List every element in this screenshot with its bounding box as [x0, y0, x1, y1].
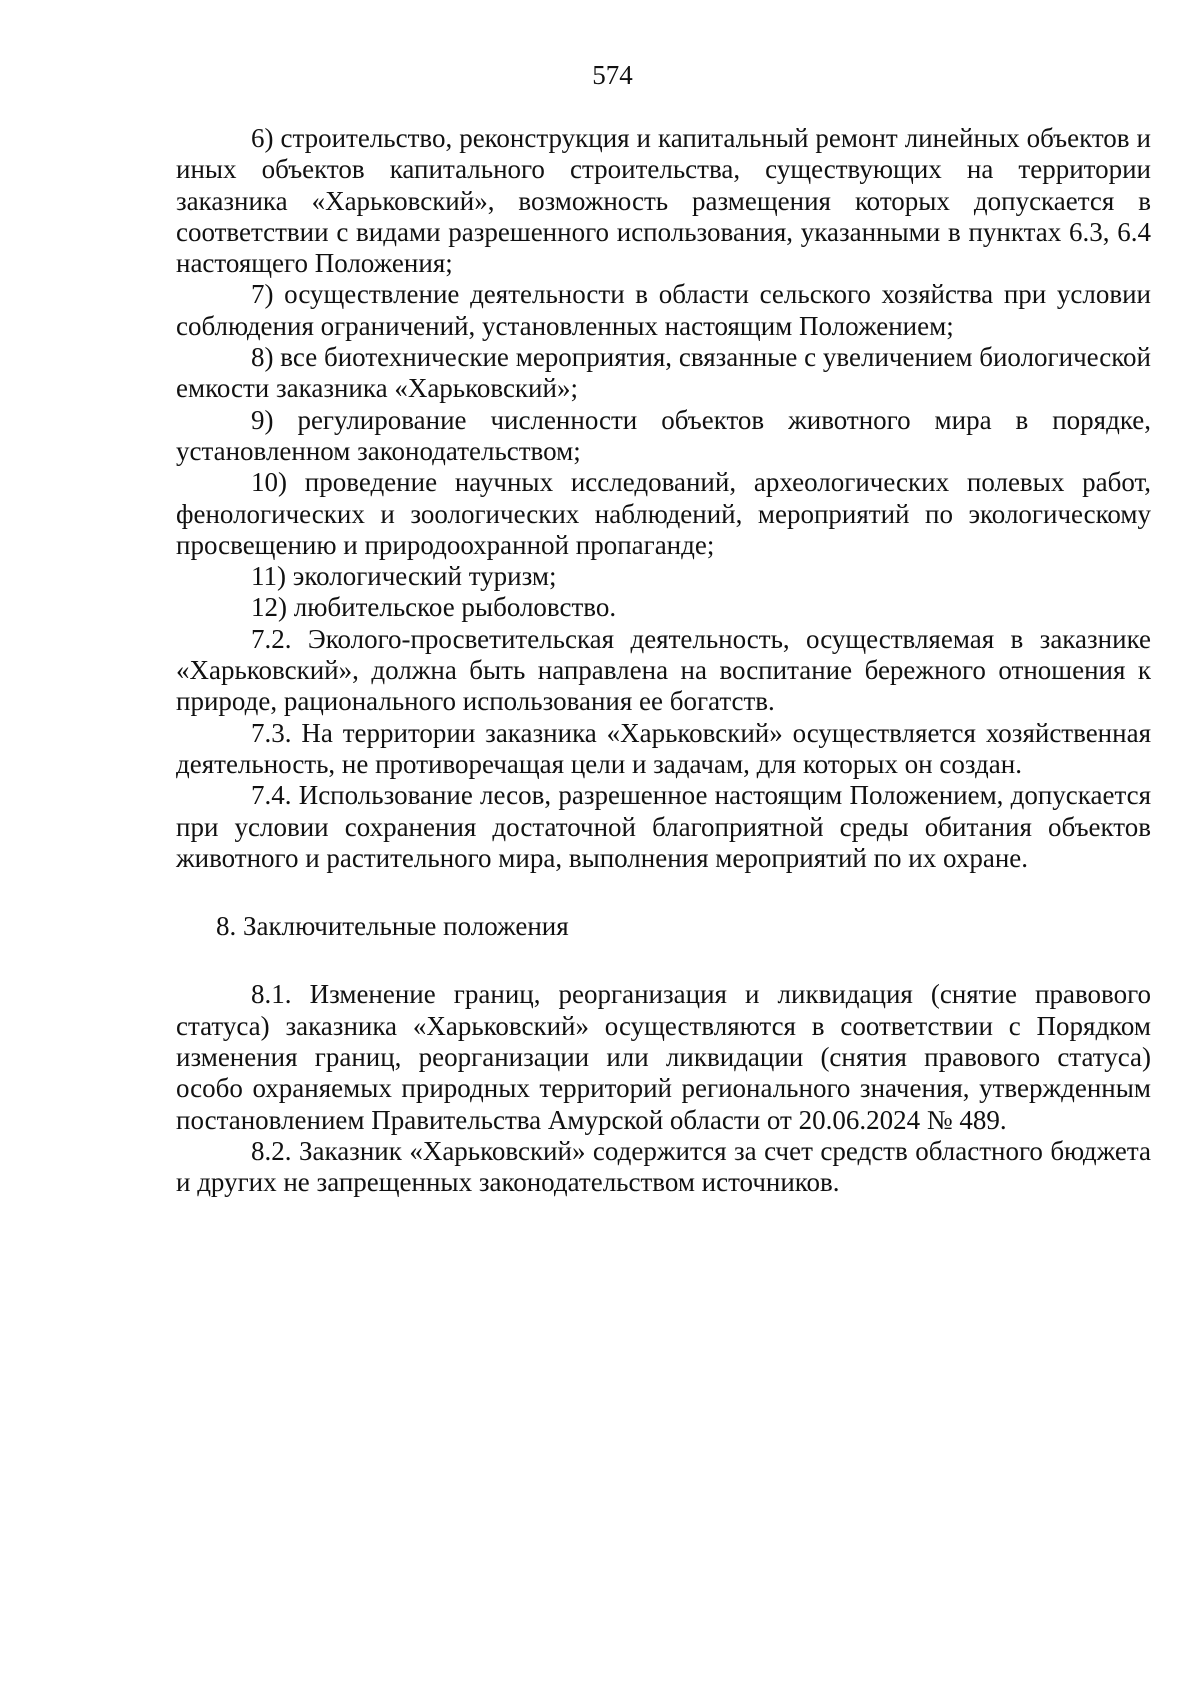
paragraph-item-10: 10) проведение научных исследований, археологических полевых работ, фенологических и зоологических наблюдений, мероприятий по экологическому просвещению и природоохранной пропаганде;: [176, 467, 1151, 560]
paragraph-8-1: 8.1. Изменение границ, реорганизация и ликвидация (снятие правового статуса) заказника «Харьковский» осуществляются в соответствии с Порядком изменения границ, реорганизации или ликвидации (снятия правового статуса) особо охраняемых природных территорий регионального значения, утвержденным постановлением Правительства Амурской области от 20.06.2024 № 489.: [176, 979, 1151, 1135]
paragraph-item-7: 7) осуществление деятельности в области сельского хозяйства при условии соблюдения ограничений, установленных настоящим Положением;: [176, 279, 1151, 341]
paragraph-item-12: 12) любительское рыболовство.: [251, 592, 617, 623]
document-body: [176, 123, 1151, 1199]
paragraph-7-3: 7.3. На территории заказника «Харьковский» осуществляется хозяйственная деятельность, не противоречащая цели и задачам, для которых он создан.: [176, 717, 1151, 779]
paragraph-7-4: 7.4. Использование лесов, разрешенное настоящим Положением, допускается при условии сохранения достаточной благоприятной среды обитания объектов животного и растительного мира, выполнения мероприятий по их охране.: [176, 780, 1151, 873]
paragraph-item-11: 11) экологический туризм;: [251, 561, 557, 592]
paragraph-item-8: 8) все биотехнические мероприятия, связанные с увеличением биологической емкости заказника «Харьковский»;: [176, 342, 1151, 404]
paragraph-item-6: 6) строительство, реконструкция и капитальный ремонт линейных объектов и иных объектов капитального строительства, существующих на территории заказника «Харьковский», возможность размещения которых допускается в соответствии с видами разрешенного использования, указанными в пунктах 6.3, 6.4 настоящего Положения;: [176, 123, 1151, 279]
paragraph-8-2: 8.2. Заказник «Харьковский» содержится за счет средств областного бюджета и других не запрещенных законодательством источников.: [176, 1135, 1151, 1198]
page-number: 574: [592, 60, 633, 90]
paragraph-7-2: 7.2. Эколого-просветительская деятельность, осуществляемая в заказнике «Харьковский», должна быть направлена на воспитание бережного отношения к природе, рационального использования ее богатств.: [176, 623, 1151, 717]
section-heading: 8. Заключительные положения: [216, 911, 569, 942]
paragraph-item-9: 9) регулирование численности объектов животного мира в порядке, установленном законодательством;: [176, 404, 1151, 466]
